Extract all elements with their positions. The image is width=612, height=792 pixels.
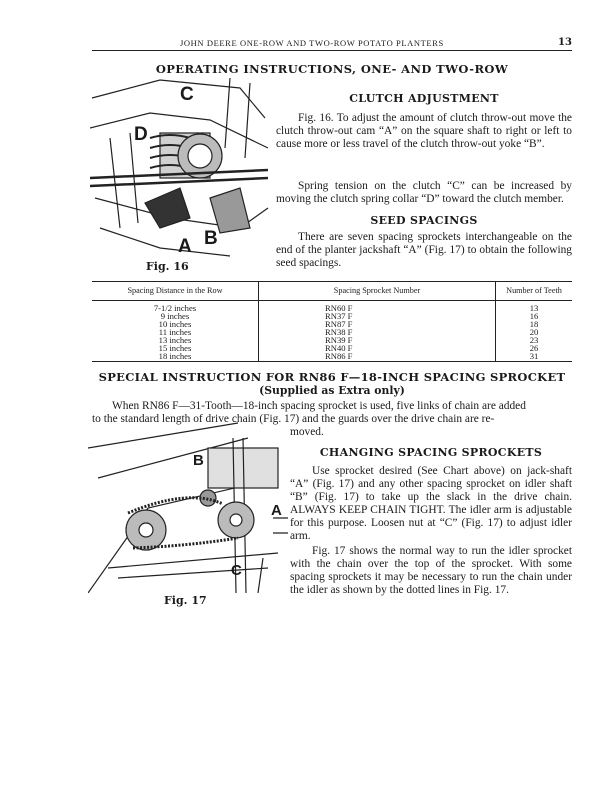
teeth-cell: 18	[496, 320, 573, 328]
fig16-caption: Fig. 16	[146, 260, 189, 273]
special-instruction-title: SPECIAL INSTRUCTION FOR RN86 F—18-INCH SPACING SPROCKET	[98, 370, 566, 384]
table-header-row	[92, 282, 572, 301]
fig17-label-c: C	[231, 562, 242, 579]
spacing-cell: 11 inches	[158, 327, 192, 337]
sprocket-cell: RN87 F	[259, 320, 496, 328]
fig17-caption: Fig. 17	[164, 594, 207, 607]
table-header-teeth: Number of Teeth	[496, 282, 573, 301]
sprocket-cell: RN37 F	[259, 312, 496, 320]
changing-para-1: Use sprocket desired (See Chart above) on jack-shaft “A” (Fig. 17) and any other spacing sprocket on idler shaft “B” (Fig. 17) to take up the slack in the drive chain. ALWAYS KEEP CHAIN TIGHT. The idler arm is adjustable for this purpose. Loosen nut at “C” (Fig. 17) to adjust idler arm.	[290, 465, 572, 542]
spacing-cell: 13 inches	[158, 335, 192, 345]
spacing-cell: 9 inches	[160, 311, 190, 321]
spacing-cell: 10 inches	[158, 319, 192, 329]
seed-heading: SEED SPACINGS	[370, 214, 478, 227]
sprocket-cell: RN86 F	[259, 352, 496, 362]
teeth-cell: 23	[496, 336, 573, 344]
section-title: OPERATING INSTRUCTIONS, ONE- AND TWO-ROW	[155, 62, 509, 76]
special-line-1: When RN86 F—31-Tooth—18-inch spacing sprocket is used, five links of chain are added	[112, 400, 526, 412]
spacing-cell: 15 inches	[158, 343, 192, 353]
teeth-cell: 13	[496, 301, 573, 313]
fig16-label-a: A	[178, 236, 192, 257]
fig17-label-b: B	[193, 452, 204, 469]
clutch-heading: CLUTCH ADJUSTMENT	[349, 92, 499, 105]
page-number: 13	[558, 37, 572, 48]
seed-spacing-table	[92, 281, 572, 362]
teeth-cell: 31	[496, 352, 573, 362]
table-header-sprocket: Spacing Sprocket Number	[259, 282, 496, 301]
table-row	[92, 352, 572, 362]
changing-para-2: Fig. 17 shows the normal way to run the idler sprocket with the chain over the top of the sprocket. With some spacing sprockets it may be necessary to run the chain under the idler as shown by the dotted lines in Fig. 17.	[290, 545, 572, 596]
special-line-2: to the standard length of drive chain (Fig. 17) and the guards over the drive chain are re-	[92, 413, 495, 425]
spacing-cell: 7-1/2 inches	[153, 303, 197, 313]
special-line-3: moved.	[290, 426, 324, 438]
fig16-label-c: C	[180, 84, 194, 105]
special-instruction-subtitle: (Supplied as Extra only)	[259, 384, 405, 397]
spacing-cell: 18 inches	[92, 352, 259, 362]
fig17-label-a: A	[271, 502, 282, 519]
fig16-label-b: B	[204, 228, 218, 249]
teeth-cell: 16	[496, 312, 573, 320]
sprocket-cell: RN40 F	[259, 344, 496, 352]
teeth-cell: 20	[496, 328, 573, 336]
fig17-illustration	[88, 418, 288, 593]
fig16-label-d: D	[134, 124, 148, 145]
clutch-para-1: Fig. 16. To adjust the amount of clutch throw-out move the clutch throw-out cam “A” on the square shaft to right or left to cause more or less travel of the clutch throw-out yoke “B”.	[276, 112, 572, 150]
table-header-spacing: Spacing Distance in the Row	[92, 282, 259, 301]
clutch-para-2: Spring tension on the clutch “C” can be increased by moving the clutch spring collar “D” toward the clutch member.	[276, 180, 572, 205]
changing-heading: CHANGING SPACING SPROCKETS	[319, 446, 543, 459]
sprocket-cell: RN38 F	[259, 328, 496, 336]
sprocket-cell: RN39 F	[259, 336, 496, 344]
seed-para-1: There are seven spacing sprockets interchangeable on the end of the planter jackshaft “A” (Fig. 17) to obtain the following seed spacings.	[276, 231, 572, 269]
running-head: JOHN DEERE ONE-ROW AND TWO-ROW POTATO PLANTERS	[180, 38, 444, 48]
teeth-cell: 26	[496, 344, 573, 352]
header-rule	[92, 50, 572, 51]
sprocket-cell: RN60 F	[259, 301, 496, 313]
